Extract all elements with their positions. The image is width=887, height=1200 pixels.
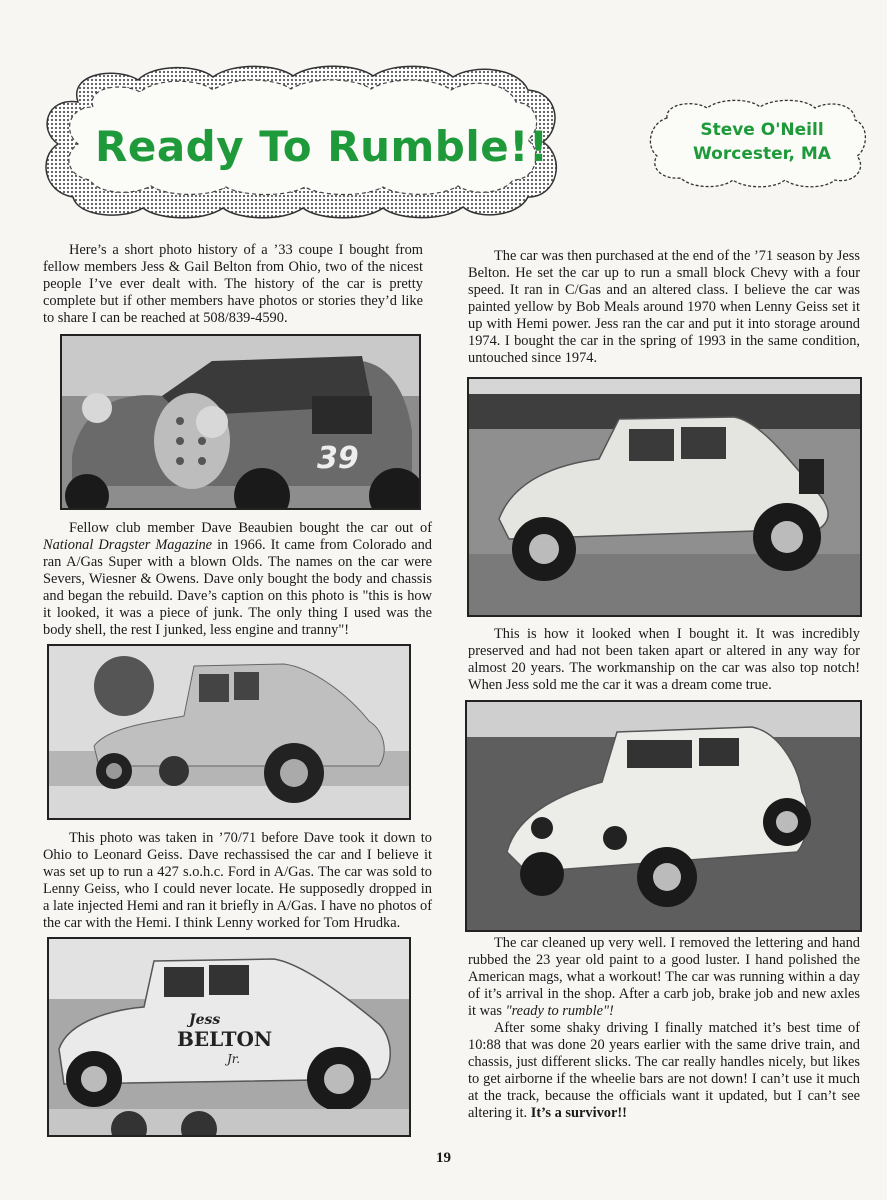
author-byline: [672, 118, 852, 166]
photo-1-original-car: [60, 334, 421, 510]
magazine-name: National Dragster Magazine: [43, 537, 213, 553]
photo-3-belton-car: [47, 937, 411, 1137]
right-paragraph-3: The car cleaned up very well. I removed the lettering and hand rubbed the 23 year old paint to a good luster. I hand polished the American mags, what a workout! The car was running within a day of it’s arrival in the shop. After a carb job, brake job and new axles it was "ready to rumble"! After some shaky driving I finally matched it’s best time of 10:88 that was done 20 years earlier with the same drive train, and chassis, just different slicks. The car really handles nicely, but likes to get airborne if the wheelie bars are not down! I can’t use it much at the track, because the officials want it updated, but I can’t see altering it. It’s a survivor!!: [468, 935, 860, 1121]
lettering-jr: Jr.: [227, 1052, 241, 1066]
left-paragraph-3: This photo was taken in ’70/71 before Dave took it down to Ohio to Leonard Geiss. Dave rechassised the car and I believe it was set up to run a 427 s.o.h.c. Ford in A/Gas. The car was sold to Lenny Geiss, who I could never locate. He supposedly dropped in a late injected Hemi and ran it briefly in A/Gas. I have no photos of the car with the Hemi. I think Lenny worked for Tom Hrudka.: [43, 830, 432, 931]
ready-to-rumble-quote: "ready to rumble"!: [505, 1003, 614, 1019]
left-paragraph-1: Here’s a short photo history of a ’33 coupe I bought from fellow members Jess & Gail Belton from Ohio, two of the nicest people I’ve ever dealt with. The history of the car is pretty complete but if other members have photos or stories they’d like to share I can be reached at 508/839-4590.: [43, 242, 423, 326]
right-paragraph-2: This is how it looked when I bought it. It was incredibly preserved and had not been taken apart or altered in any way for almost 20 years. The workmanship on the car was also top notch! When Jess sold me the car it was a dream come true.: [468, 626, 860, 693]
survivor-closing: It’s a survivor!!: [530, 1105, 627, 1121]
page-number: 19: [436, 1150, 451, 1166]
author-name: Steve O'Neill: [700, 120, 824, 140]
right-paragraph-1: The car was then purchased at the end of the ’71 season by Jess Belton. He set the car up to run a small block Chevy with a four speed. It ran in C/Gas and an altered class. I believe the car was painted yellow by Bob Meals around 1970 when Lenny Geiss set it up with Hemi power. Jess ran the car and put it into storage around 1974. I bought the car in the spring of 1993 in the same condition, untouched since 1974.: [468, 248, 860, 366]
lettering-jess: Jess: [189, 1012, 221, 1028]
photo-5-cleaned-up: [465, 700, 862, 932]
photo-2-rebuilt-body: [47, 644, 411, 820]
lettering-belton: BELTON: [177, 1027, 273, 1051]
author-location: Worcester, MA: [693, 144, 831, 164]
article-title: Ready To Rumble!!: [95, 122, 549, 171]
photo-4-as-bought: [467, 377, 862, 617]
car-number-39: 39: [317, 441, 359, 476]
left-paragraph-2: Fellow club member Dave Beaubien bought the car out of National Dragster Magazine in 1966. It came from Colorado and ran A/Gas Super with a blown Olds. The names on the car were Severs, Wiesner & Owens. Dave only bought the body and chassis and began the rebuild. Dave’s caption on this photo is "this is how it looked, it was a piece of junk. The only thing I used was the body shell, the rest I junked, less engine and tranny"!: [43, 520, 432, 638]
